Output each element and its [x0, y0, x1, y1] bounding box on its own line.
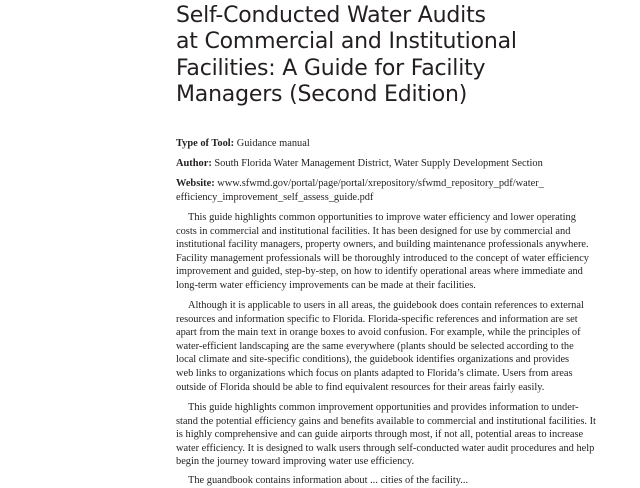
paragraph-line: begin the journey toward improving water use efficiency.: [176, 456, 415, 468]
paragraph-line: outside of Florida should be able to find equivalent resources for their areas fairly easily.: [176, 381, 545, 393]
paragraph-line: institutional facility managers, property owners, and building maintenance professionals anywhere.: [176, 239, 589, 251]
paragraph-line: Facility management professionals will be thoroughly introduced to the concept of water efficiency: [176, 252, 589, 264]
paragraph-line: local climate and site-specific conditions), the guidebook identifies organizations and provides: [176, 354, 570, 366]
type-of-tool-label: Type of Tool:: [176, 138, 235, 149]
website-label: Website:: [176, 178, 215, 189]
paragraph-line: long-term water efficiency improvements can be made at their facilities.: [176, 279, 476, 291]
body-paragraph-3: [176, 401, 600, 469]
body-paragraph-2: [176, 299, 600, 394]
paragraph-line: This guide highlights common opportunities to improve water efficiency and lower operating: [188, 212, 576, 223]
body-paragraph-4: [176, 474, 600, 488]
paragraph-line: water-efficient landscaping are the same everywhere (plants should be selected according to the: [176, 340, 574, 352]
title-line: Self-Conducted Water Audits: [176, 2, 486, 28]
paragraph-line: water efficiency. It is designed to walk users through self-conducted water audit procedures and help: [176, 442, 595, 454]
title-line: Managers (Second Edition): [176, 82, 468, 107]
paragraph-line: stand the potential efficiency gains and benefits available to commercial and institutional facilities. It: [176, 415, 596, 427]
paragraph-line: Although it is applicable to users in all areas, the guidebook does contain references to external: [188, 300, 584, 311]
website-link-continued[interactable]: efficiency_improvement_self_assess_guide.pdf: [176, 191, 374, 203]
paragraph-line: apart from the main text in orange boxes to avoid confusion. For example, while the principles of: [176, 327, 581, 339]
website-row: [176, 177, 596, 204]
author-row: [176, 157, 596, 171]
paragraph-line: is highly comprehensive and can guide airports through most, if not all, potential areas to increase: [176, 429, 584, 441]
paragraph-line: resources and information specific to Florida. Florida-specific references and information are set: [176, 313, 578, 325]
author-value: South Florida Water Management District, Water Supply Development Section: [214, 158, 543, 169]
paragraph-line: The guandbook contains information about ... cities of the facility...: [188, 475, 469, 486]
document-title: [176, 0, 616, 109]
author-label: Author:: [176, 158, 212, 169]
body-paragraph-1: [176, 211, 600, 293]
website-link[interactable]: www.sfwmd.gov/portal/page/portal/xrepository/sfwmd_repository_pdf/water_: [217, 178, 544, 189]
paragraph-line: costs in commercial and institutional facilities. It has been designed for use by commercial and: [176, 225, 571, 237]
paragraph-line: improvement and guided, step-by-step, on how to identify operational areas where immediate and: [176, 266, 583, 278]
type-of-tool-value: Guidance manual: [236, 138, 310, 149]
paragraph-line: web links to organizations which focus on plants adapted to Florida’s climate. Users from areas: [176, 367, 573, 379]
type-of-tool-row: [176, 137, 596, 151]
title-line: at Commercial and Institutional: [176, 29, 517, 54]
title-line: Facilities: A Guide for Facility: [176, 55, 486, 81]
paragraph-line: This guide highlights common improvement opportunities and provides information to under-: [188, 402, 579, 413]
